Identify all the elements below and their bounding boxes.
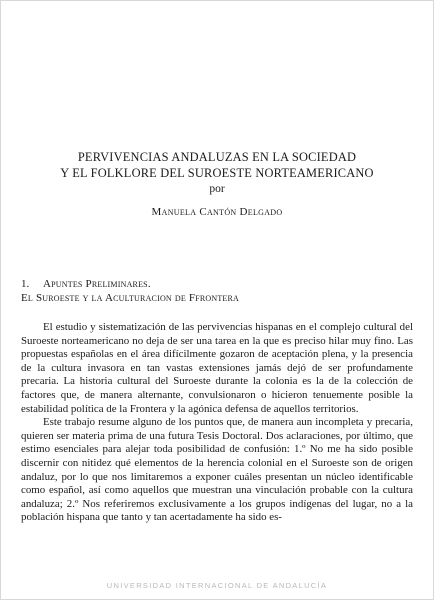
title-line-2: Y EL FOLKLORE DEL SUROESTE NORTEAMERICANO xyxy=(60,166,374,180)
section-heading xyxy=(21,277,421,305)
section-subtitle: El Suroeste y la Aculturacion de Ffrontera xyxy=(21,292,240,304)
article-title xyxy=(1,149,433,181)
paragraph-1: El estudio y sistematización de las pervivencias hispanas en el complejo cultural del Suroeste norteamericano no deja de ser una tarea en la que es preciso hilar muy fino. Las propuestas españolas en el área difícilmente gozaron de aceptación plena, y la presencia de la cultura invasora en tan vastas extensiones jamás dejó de ser profundamente precaria. La historia cultural del Suroeste durante la colonia es la de la colección de factores que, de manera alternante, convulsionaron o hicieron tenuemente posible la estabilidad política de la Frontera y la agónica defensa de aquellos territorios. xyxy=(21,321,413,415)
byline-por: por xyxy=(209,183,225,195)
author-name: Manuela Cantón Delgado xyxy=(151,206,283,218)
section-number: 1. xyxy=(21,278,30,290)
section-title: Apuntes Preliminares. xyxy=(43,278,151,290)
title-line-1: PERVIVENCIAS ANDALUZAS EN LA SOCIEDAD xyxy=(77,150,357,164)
section-heading-line-1 xyxy=(21,277,421,291)
article-body xyxy=(21,321,413,525)
paragraph-2: Este trabajo resume alguno de los puntos que, de manera aun incompleta y precaria, quieren ser materia prima de una futura Tesis Doctoral. Dos aclaraciones, por último, que estimo esenciales para alejar toda posibilidad de confusión: 1.º No me ha sido posible discernir con nitidez qué elementos de la herencia colonial en el Suroeste son de origen andaluz, por lo que nos limitaremos a exponer cuáles presentan un núcleo identificable como español, así como aquellos que muestran una vinculación probable con la cultura andaluza; 2.º Nos referiremos exclusivamente a los grupos indígenas del lugar, no a la población hispana que tanto y tan acertadamente ha sido es- xyxy=(21,416,413,524)
watermark-footer: UNIVERSIDAD INTERNACIONAL DE ANDALUCÍA xyxy=(106,581,328,590)
